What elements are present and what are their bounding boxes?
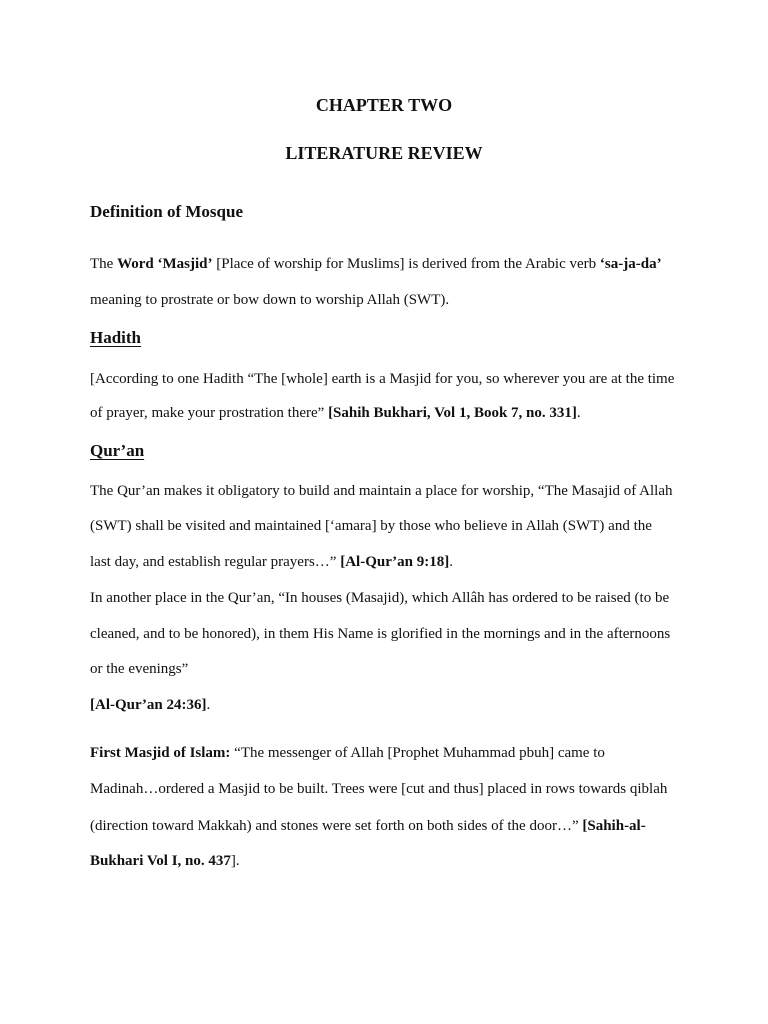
- hadith-line-1: [According to one Hadith “The [whole] earth is a Masjid for you, so wherever you are at the time: [90, 371, 675, 387]
- definition-heading: Definition of Mosque: [90, 202, 243, 221]
- bukhari-citation-part-1: [Sahih-al-: [582, 818, 646, 834]
- quran-p1-line-1: The Qur’an makes it obligatory to build and maintain a place for worship, “The Masajid of Allah: [90, 483, 673, 499]
- chapter-subtitle: LITERATURE REVIEW: [285, 143, 483, 163]
- quran-p2-line-2: cleaned, and to be honored), in them His Name is glorified in the mornings and in the afternoons: [90, 626, 671, 642]
- quran-p2-line-3: or the evenings”: [90, 661, 189, 677]
- chapter-title: CHAPTER TWO: [315, 95, 453, 115]
- text-segment: last day, and establish regular prayers…”: [90, 554, 341, 570]
- hadith-line-2: [90, 404, 581, 422]
- text-segment: The: [90, 256, 118, 272]
- first-masjid-line-4: [90, 852, 240, 870]
- text-segment: (direction toward Makkah) and stones were set forth on both sides of the door…”: [90, 818, 583, 834]
- quran-p1-line-3: [90, 553, 453, 571]
- text-segment: .: [576, 405, 581, 421]
- definition-line-1: [90, 255, 662, 273]
- first-masjid-line-3: [90, 817, 646, 835]
- text-segment: .: [449, 554, 453, 570]
- first-masjid-label: First Masjid of Islam:: [90, 745, 231, 761]
- text-segment: “The messenger of Allah [Prophet Muhammad pbuh] came to: [230, 745, 605, 761]
- text-segment: .: [206, 697, 211, 713]
- first-masjid-line-2: Madinah…ordered a Masjid to be built. Trees were [cut and thus] placed in rows towards qiblah: [90, 781, 668, 797]
- text-segment: of prayer, make your prostration there”: [90, 405, 329, 421]
- term-masjid: Word ‘Masjid’: [117, 256, 213, 272]
- first-masjid-line-1: [90, 744, 605, 762]
- quran-citation-24-36: [Al-Qur’an 24:36]: [90, 697, 207, 713]
- hadith-heading: Hadith: [90, 328, 142, 347]
- text-segment: ].: [230, 853, 240, 869]
- hadith-citation: [Sahih Bukhari, Vol 1, Book 7, no. 331]: [328, 405, 577, 421]
- quran-p1-line-2: (SWT) shall be visited and maintained [‘amara] by those who believe in Allah (SWT) and the: [90, 518, 652, 534]
- bukhari-citation-part-2: Bukhari Vol I, no. 437: [90, 853, 231, 869]
- text-segment: [Place of worship for Muslims] is derived from the Arabic verb: [212, 256, 600, 272]
- quran-heading: Qur’an: [90, 441, 145, 460]
- quran-p2-line-1: In another place in the Qur’an, “In houses (Masajid), which Allâh has ordered to be raised (to be: [90, 590, 670, 606]
- term-sajada: ‘sa-ja-da’: [599, 256, 662, 272]
- definition-line-2: meaning to prostrate or bow down to worship Allah (SWT).: [90, 292, 450, 308]
- quran-p2-line-4: [90, 696, 210, 714]
- quran-citation-9-18: [Al-Qur’an 9:18]: [340, 554, 450, 570]
